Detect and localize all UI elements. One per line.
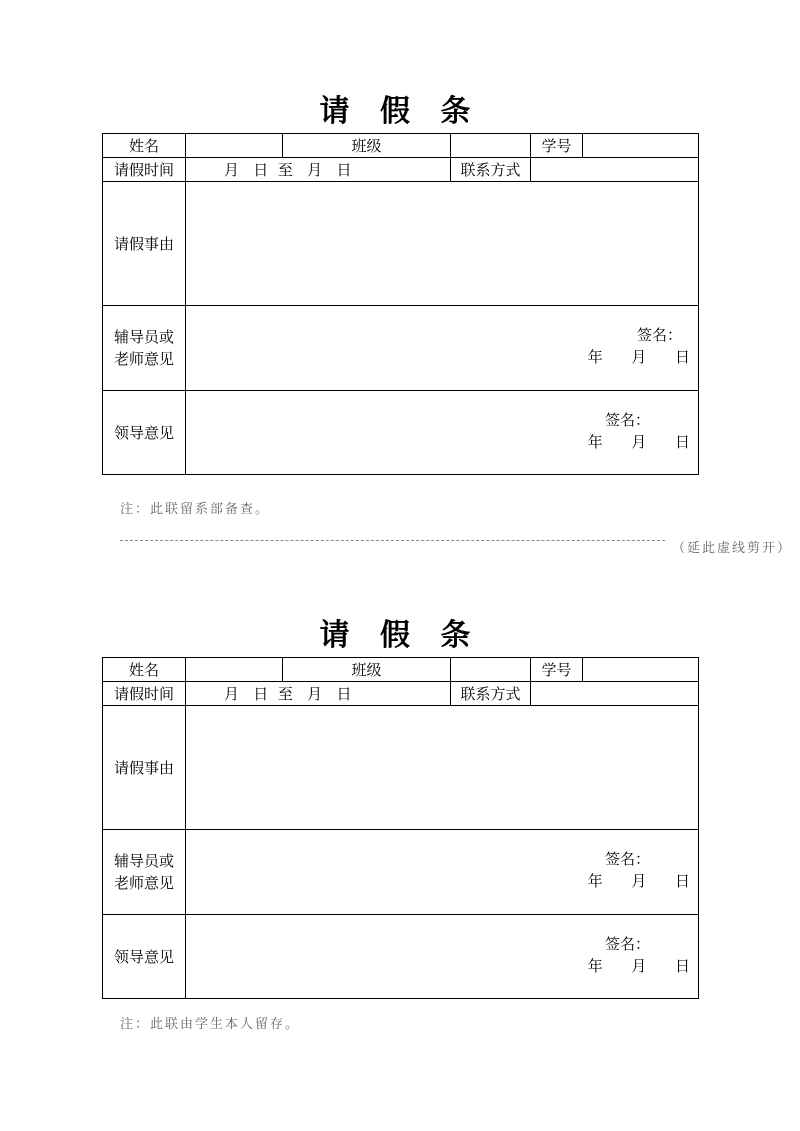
reason-field[interactable] xyxy=(186,706,699,830)
cut-hint: （延此虚线剪开） xyxy=(672,541,793,556)
signature-label: 签名： xyxy=(604,411,650,429)
contact-field[interactable] xyxy=(531,158,699,182)
signature-date: 年 月 日 xyxy=(587,348,690,366)
counselor-label-line1: 辅导员或 xyxy=(113,852,174,870)
name-label: 姓名 xyxy=(103,658,186,682)
student-id-label: 学号 xyxy=(531,134,583,158)
leave-time-label: 请假时间 xyxy=(103,682,186,706)
leader-opinion-label: 领导意见 xyxy=(103,915,186,999)
signature-date: 年 月 日 xyxy=(587,957,690,975)
class-label: 班级 xyxy=(283,658,451,682)
leader-opinion-label: 领导意见 xyxy=(103,391,186,475)
counselor-opinion-field[interactable] xyxy=(186,830,699,915)
leader-opinion-field[interactable] xyxy=(186,391,699,475)
class-label: 班级 xyxy=(283,134,451,158)
form-note: 注：此联留系部备查。 xyxy=(120,502,271,517)
student-id-field[interactable] xyxy=(583,134,699,158)
counselor-label-line2: 老师意见 xyxy=(113,874,174,892)
signature-label: 签名： xyxy=(636,326,682,344)
class-field[interactable] xyxy=(451,134,531,158)
name-label: 姓名 xyxy=(103,134,186,158)
leave-table xyxy=(102,657,699,999)
reason-label: 请假事由 xyxy=(103,706,186,830)
reason-field[interactable] xyxy=(186,182,699,306)
contact-label: 联系方式 xyxy=(451,682,531,706)
signature-date: 年 月 日 xyxy=(587,872,690,890)
leave-table xyxy=(102,133,699,475)
leader-opinion-field[interactable] xyxy=(186,915,699,999)
form-note: 注：此联由学生本人留存。 xyxy=(120,1017,301,1032)
signature-label: 签名： xyxy=(604,850,650,868)
contact-field[interactable] xyxy=(531,682,699,706)
contact-label: 联系方式 xyxy=(451,158,531,182)
cut-line xyxy=(120,540,665,541)
form-title: 请 假 条 xyxy=(319,618,481,653)
leave-time-label: 请假时间 xyxy=(103,158,186,182)
form-title: 请 假 条 xyxy=(319,94,481,129)
signature-date: 年 月 日 xyxy=(587,433,690,451)
class-field[interactable] xyxy=(451,658,531,682)
student-id-label: 学号 xyxy=(531,658,583,682)
leave-date-range-field[interactable]: 月 日 至 月 日 xyxy=(186,682,451,706)
counselor-opinion-field[interactable] xyxy=(186,306,699,391)
name-field[interactable] xyxy=(186,134,283,158)
student-id-field[interactable] xyxy=(583,658,699,682)
counselor-opinion-label xyxy=(103,306,186,391)
counselor-label-line2: 老师意见 xyxy=(113,350,174,368)
reason-label: 请假事由 xyxy=(103,182,186,306)
signature-label: 签名： xyxy=(604,935,650,953)
name-field[interactable] xyxy=(186,658,283,682)
leave-date-range-field[interactable]: 月 日 至 月 日 xyxy=(186,158,451,182)
counselor-opinion-label xyxy=(103,830,186,915)
counselor-label-line1: 辅导员或 xyxy=(113,328,174,346)
